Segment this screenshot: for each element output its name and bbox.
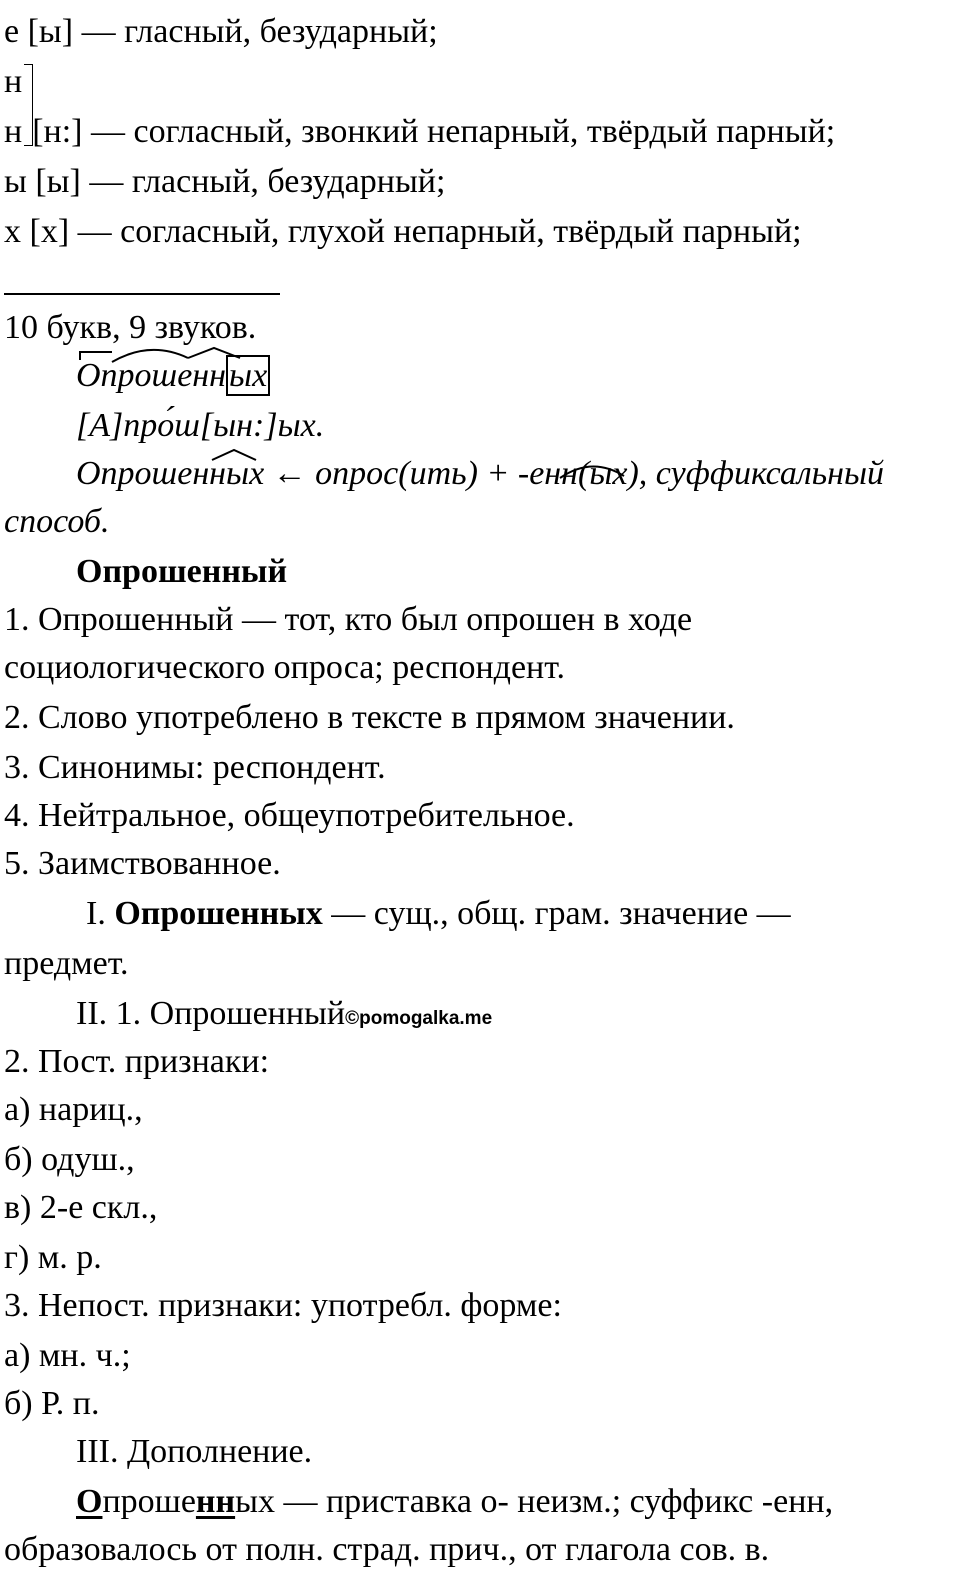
spelling-suffix: нн [195,1483,236,1520]
watermark: ©pomogalka.me [345,1008,493,1029]
spelling-cont: образовалось от полн. страд. прич., от глагола сов. в. [4,1531,770,1568]
derivation-word-b: нн [192,455,227,492]
phonetic-letter-n2-text: н [4,113,23,150]
lexical-item: 5. Заимствованное. [4,845,281,882]
part1-numeral: I. [86,895,115,932]
lexical-heading: Опрошенный [76,553,288,590]
spelling-root: проше [102,1483,196,1520]
lexical-item: 2. Слово употреблено в тексте в прямом значении. [4,699,735,736]
spelling-line [76,1478,833,1526]
part1-rest: — сущ., общ. грам. значение — [322,895,791,932]
morph-line: 3. Непост. признаки: употребл. форме: [4,1287,562,1324]
phonetic-line-e: е [ы] — гласный, безударный; [4,13,438,50]
phonetic-letter-n1: н [4,63,23,100]
morph-line: а) мн. ч.; [4,1337,131,1374]
phonetic-line-y: ы [ы] — гласный, безударный; [4,163,446,200]
morph-line: 2. Пост. признаки: [4,1043,270,1080]
morph-line: г) м. р. [4,1239,102,1276]
morph-part1 [86,890,791,938]
spelling-ending: ых [235,1483,275,1520]
lexical-item: социологического опроса; респондент. [4,649,566,686]
part1-word: Опрошенных [114,895,323,932]
derivation-cont: способ. [4,503,110,540]
spelling-rest: — приставка о- неизм.; суффикс -енн, [274,1483,834,1520]
phonetic-line-nn: [н:] — согласный, звонкий непарный, твёрдый парный; [32,113,836,150]
part2-text: II. 1. Опрошенный [76,995,346,1032]
derivation-word-a: Опроше [76,455,193,492]
morph-part1-cont: предмет. [4,945,129,982]
spelling-prefix: О [76,1483,103,1520]
transcription: [А]про́ш[ын:]ых. [76,407,325,444]
morph-line: а) нариц., [4,1091,143,1128]
morph-part3: III. Дополнение. [76,1433,313,1470]
morph-part2 [76,990,492,1043]
divider-line [4,293,280,295]
derivation-arrow: ← опрос(ить) + - [264,455,530,492]
letters-sounds-summary: 10 букв, 9 звуков. [4,309,257,346]
word-ending: ых [226,355,270,396]
derivation-word-c: ых [226,455,265,492]
morph-line: в) 2-е скл., [4,1189,158,1226]
morph-line: б) Р. п. [4,1385,100,1422]
morph-line: б) одуш., [4,1141,135,1178]
derivation-line [76,450,884,498]
derivation-tail: (ых), суффиксальный [578,455,885,492]
lexical-item: 4. Нейтральное, общеупотребительное. [4,797,575,834]
lexical-item: 3. Синонимы: респондент. [4,749,386,786]
derivation-suffix: енн [529,455,579,492]
morphemic-word [76,352,270,400]
lexical-item: 1. Опрошенный — тот, кто был опрошен в ходе [4,601,693,638]
phonetic-line-h: х [х] — согласный, глухой непарный, твёрдый парный; [4,213,802,250]
phonetic-letter-n2 [4,108,835,156]
word-stem: Опрошенн [76,357,227,394]
